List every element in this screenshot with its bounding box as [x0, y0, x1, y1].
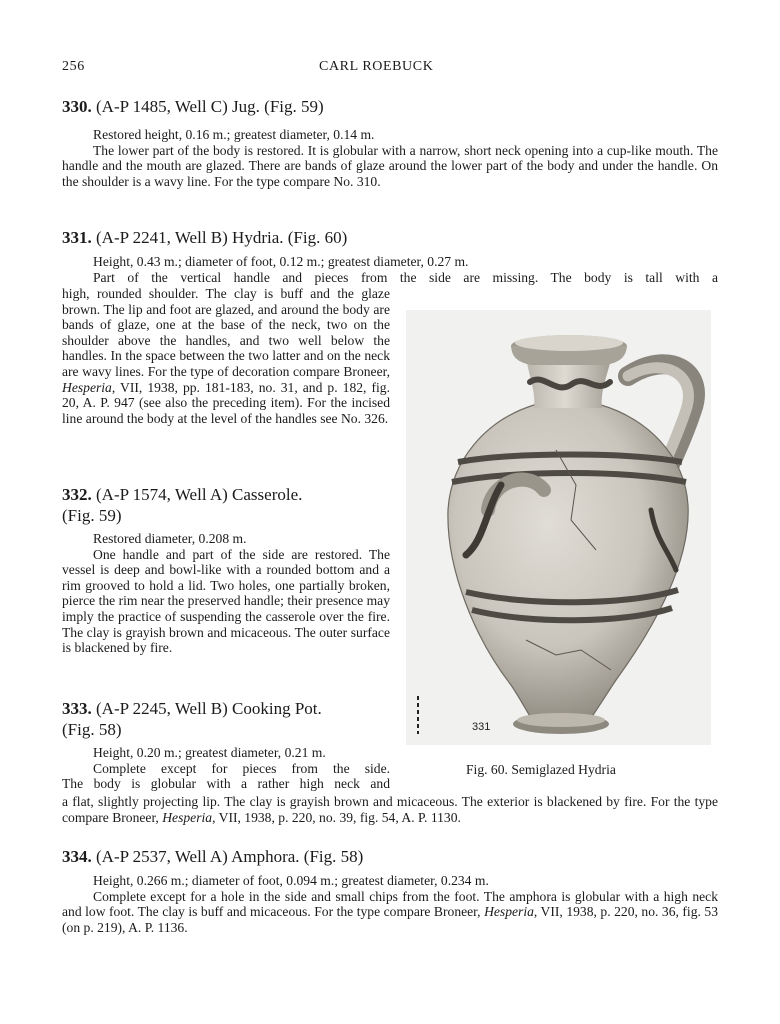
page-number: 256 — [62, 59, 85, 74]
description-l2: The body is globular with a rather high neck and — [62, 776, 390, 792]
measurements: Height, 0.43 m.; diameter of foot, 0.12 m.; greatest diameter, 0.27 m. — [93, 254, 469, 269]
entry-figure-ref: (Fig. 58) — [62, 720, 122, 739]
entry-number: 334. — [62, 847, 92, 866]
description: Complete except for a hole in the side and small chips from the foot. The amphora is globular with a high neck and low foot. The clay is buff and micaceous. For the type compare Broneer, Hesperia, VII, 1938, p. 220, no. 36, fig. 53 (on p. 219), A. P. 1136. — [62, 888, 718, 935]
entry-332-text — [62, 531, 390, 656]
description-column: high, rounded shoulder. The clay is buff and the glaze brown. The lip and foot are glazed, and around the body are bands of glaze, one at the base of the neck, two on the shoulder above the handles, and two well below the handles. In the space between the two latter and on the neck are wavy lines. For the type of decoration compare Broneer, Hesperia, VII, 1938, pp. 181-183, no. 31, and p. 182, fig. 20, A. P. 947 (see also the preceding item). For the incised line around the body at the level of the handles see No. 326. — [62, 286, 390, 426]
measurements: Height, 0.266 m.; diameter of foot, 0.094 m.; greatest diameter, 0.234 m. — [93, 873, 489, 888]
entry-number: 331. — [62, 228, 92, 247]
entry-title: (A-P 2537, Well A) Amphora. (Fig. 58) — [96, 847, 364, 866]
entry-333-text-column — [62, 745, 390, 792]
entry-figure-ref: (Fig. 59) — [62, 506, 122, 525]
description-l1: Complete except for pieces from the side. — [93, 760, 390, 776]
entry-title: (A-P 2241, Well B) Hydria. (Fig. 60) — [96, 228, 348, 247]
journal-title: Hesperia — [484, 904, 534, 920]
entry-331-text-full — [62, 254, 718, 285]
description: The lower part of the body is restored. It is globular with a narrow, short neck opening into a cup-like mouth. The handle and the mouth are glazed. There are bands of glaze around the lower part of the body and under the handle. On the shoulder is a wavy line. For the type compare No. 310. — [62, 142, 718, 189]
hydria-illustration — [406, 310, 711, 745]
entry-number: 330. — [62, 97, 92, 116]
entry-title: (A-P 1485, Well C) Jug. (Fig. 59) — [96, 97, 324, 116]
entry-333-text-full — [62, 794, 718, 825]
description: One handle and part of the side are restored. The vessel is deep and bowl-like with a rounded bottom and a rim grooved to hold a lid. Two holes, one partially broken, pierce the rim near the preserved handle; their presence may imply the practice of suspending the casserole over the fire. The clay is grayish brown and micaceous. The outer surface is blackened by fire. — [62, 546, 390, 656]
vessel-number-label: 331 — [472, 721, 491, 733]
entry-330-text — [62, 127, 718, 189]
measurements: Restored height, 0.16 m.; greatest diameter, 0.14 m. — [93, 127, 375, 142]
journal-title: Hesperia — [162, 809, 213, 825]
description-lead: Part of the vertical handle and pieces from the side are missing. The body is tall with a — [93, 269, 718, 285]
entry-334-heading — [62, 846, 363, 867]
running-title: CARL ROEBUCK — [319, 59, 434, 74]
description-rest: a flat, slightly projecting lip. The clay is grayish brown and micaceous. The exterior is blackened by fire. For the type compare Broneer, Hesperia, VII, 1938, p. 220, no. 39, fig. 54, A. P. 1130. — [62, 794, 718, 825]
entry-330-heading — [62, 96, 324, 117]
entry-number: 332. — [62, 485, 92, 504]
entry-331-text-column — [62, 286, 390, 426]
figure-caption: Fig. 60. Semiglazed Hydria — [466, 762, 616, 777]
hydria-photograph — [406, 310, 711, 745]
entry-number: 333. — [62, 699, 92, 718]
measurements: Height, 0.20 m.; greatest diameter, 0.21 m. — [93, 745, 326, 760]
entry-333-heading — [62, 698, 392, 740]
entry-title: (A-P 2245, Well B) Cooking Pot. — [96, 699, 322, 718]
entry-334-text — [62, 873, 718, 935]
entry-332-heading — [62, 484, 392, 526]
journal-title: Hesperia — [62, 379, 112, 395]
measurements: Restored diameter, 0.208 m. — [93, 531, 247, 546]
entry-331-heading — [62, 227, 347, 248]
entry-title: (A-P 1574, Well A) Casserole. — [96, 485, 303, 504]
